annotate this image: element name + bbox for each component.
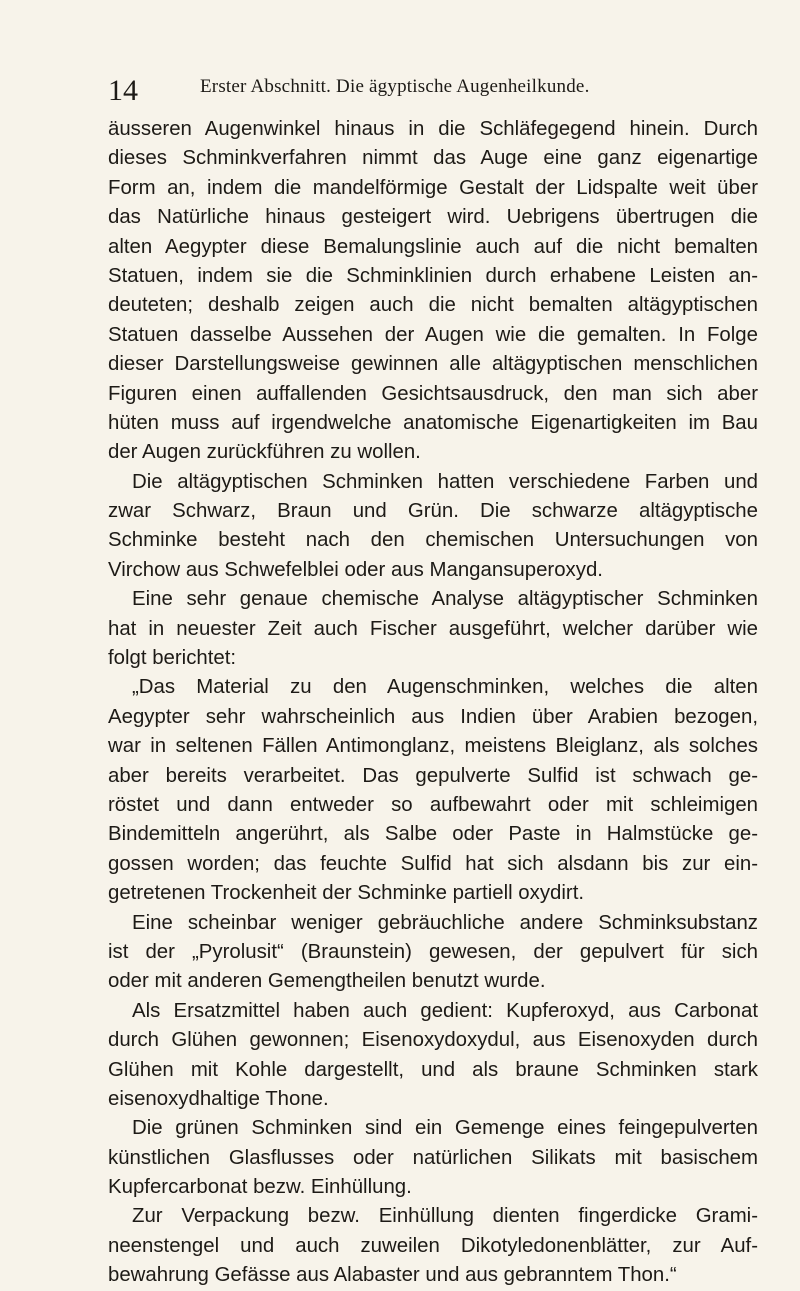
text-line: neenstengel und auch zuweilen Dikotyledonenblätter, zur Auf- <box>108 1234 758 1257</box>
text-line: Bindemitteln angerührt, als Salbe oder Paste in Halmstücke ge- <box>108 823 758 846</box>
text-line: aber bereits verarbeitet. Das gepulverte Sulfid ist schwach ge- <box>108 764 758 787</box>
text-line: ist der „Pyrolusit“ (Braunstein) gewesen, der gepulvert für sich <box>108 940 758 963</box>
text-line: gossen worden; das feuchte Sulfid hat sich alsdann bis zur ein- <box>108 852 758 875</box>
text-line: oder mit anderen Gemengtheilen benutzt wurde. <box>108 970 546 993</box>
text-line: Eine sehr genaue chemische Analyse altägyptischer Schminken <box>132 588 758 611</box>
text-line: hat in neuester Zeit auch Fischer ausgeführt, welcher darüber wie <box>108 617 758 640</box>
text-line: folgt berichtet: <box>108 647 237 670</box>
text-line: alten Aegypter diese Bemalungslinie auch auf die nicht bemalten <box>108 235 758 258</box>
text-line: Figuren einen auffallenden Gesichtsausdruck, den man sich aber <box>108 382 758 405</box>
text-line: Glühen mit Kohle dargestellt, und als braune Schminken stark <box>108 1058 758 1081</box>
text-line: dieser Darstellungsweise gewinnen alle altägyptischen menschlichen <box>108 353 758 376</box>
text-line: Als Ersatzmittel haben auch gedient: Kupferoxyd, aus Carbonat <box>132 999 758 1022</box>
text-line: künstlichen Glasflusses oder natürlichen Silikats mit basischem <box>108 1146 758 1169</box>
text-line: Statuen dasselbe Aussehen der Augen wie die gemalten. In Folge <box>108 323 758 346</box>
text-line: zwar Schwarz, Braun und Grün. Die schwarze altägyptische <box>108 500 758 523</box>
text-line: war in seltenen Fällen Antimonglanz, meistens Bleiglanz, als solches <box>108 735 758 758</box>
text-line: getretenen Trockenheit der Schminke partiell oxydirt. <box>108 882 585 905</box>
text-line: Zur Verpackung bezw. Einhüllung dienten fingerdicke Grami- <box>132 1205 758 1228</box>
text-line: Aegypter sehr wahrscheinlich aus Indien über Arabien bezogen, <box>108 705 758 728</box>
text-line: Statuen, indem sie die Schminklinien durch erhabene Leisten an- <box>108 264 758 287</box>
paragraph <box>108 115 758 468</box>
page-number: 14 <box>108 74 138 107</box>
body-text <box>108 115 758 1291</box>
paragraph <box>108 468 758 586</box>
text-line: bewahrung Gefässe aus Alabaster und aus gebranntem Thon.“ <box>108 1264 677 1287</box>
running-head <box>108 70 800 110</box>
text-line: hüten muss auf irgendwelche anatomische Eigenartigkeiten im Bau <box>108 411 758 434</box>
text-line: röstet und dann entweder so aufbewahrt oder mit schleimigen <box>108 793 758 816</box>
text-line: Kupfercarbonat bezw. Einhüllung. <box>108 1176 412 1199</box>
text-line: „Das Material zu den Augenschminken, welches die alten <box>132 676 758 699</box>
paragraph <box>108 1114 758 1202</box>
text-line: deuteten; deshalb zeigen auch die nicht bemalten altägyptischen <box>108 294 758 317</box>
text-line: Die grünen Schminken sind ein Gemenge eines feingepulverten <box>132 1117 758 1140</box>
text-line: Virchow aus Schwefelblei oder aus Mangansuperoxyd. <box>108 558 603 581</box>
text-line: dieses Schminkverfahren nimmt das Auge eine ganz eigenartige <box>108 147 758 170</box>
paragraph <box>108 1202 758 1290</box>
text-line: Die altägyptischen Schminken hatten verschiedene Farben und <box>132 470 758 493</box>
chapter-header: Erster Abschnitt. Die ägyptische Augenheilkunde. <box>200 76 590 97</box>
paragraph <box>108 997 758 1115</box>
text-line: der Augen zurückführen zu wollen. <box>108 441 421 464</box>
text-line: durch Glühen gewonnen; Eisenoxydoxydul, aus Eisenoxyden durch <box>108 1029 758 1052</box>
paragraph <box>108 585 758 673</box>
text-line: Form an, indem die mandelförmige Gestalt der Lidspalte weit über <box>108 176 758 199</box>
paragraph <box>108 673 758 908</box>
text-line: äusseren Augenwinkel hinaus in die Schläfegegend hinein. Durch <box>108 118 758 140</box>
paragraph <box>108 909 758 997</box>
text-line: eisenoxydhaltige Thone. <box>108 1087 329 1110</box>
text-line: das Natürliche hinaus gesteigert wird. Uebrigens übertrugen die <box>108 206 758 229</box>
text-line: Schminke besteht nach den chemischen Untersuchungen von <box>108 529 758 552</box>
text-line: Eine scheinbar weniger gebräuchliche andere Schminksubstanz <box>132 911 758 934</box>
